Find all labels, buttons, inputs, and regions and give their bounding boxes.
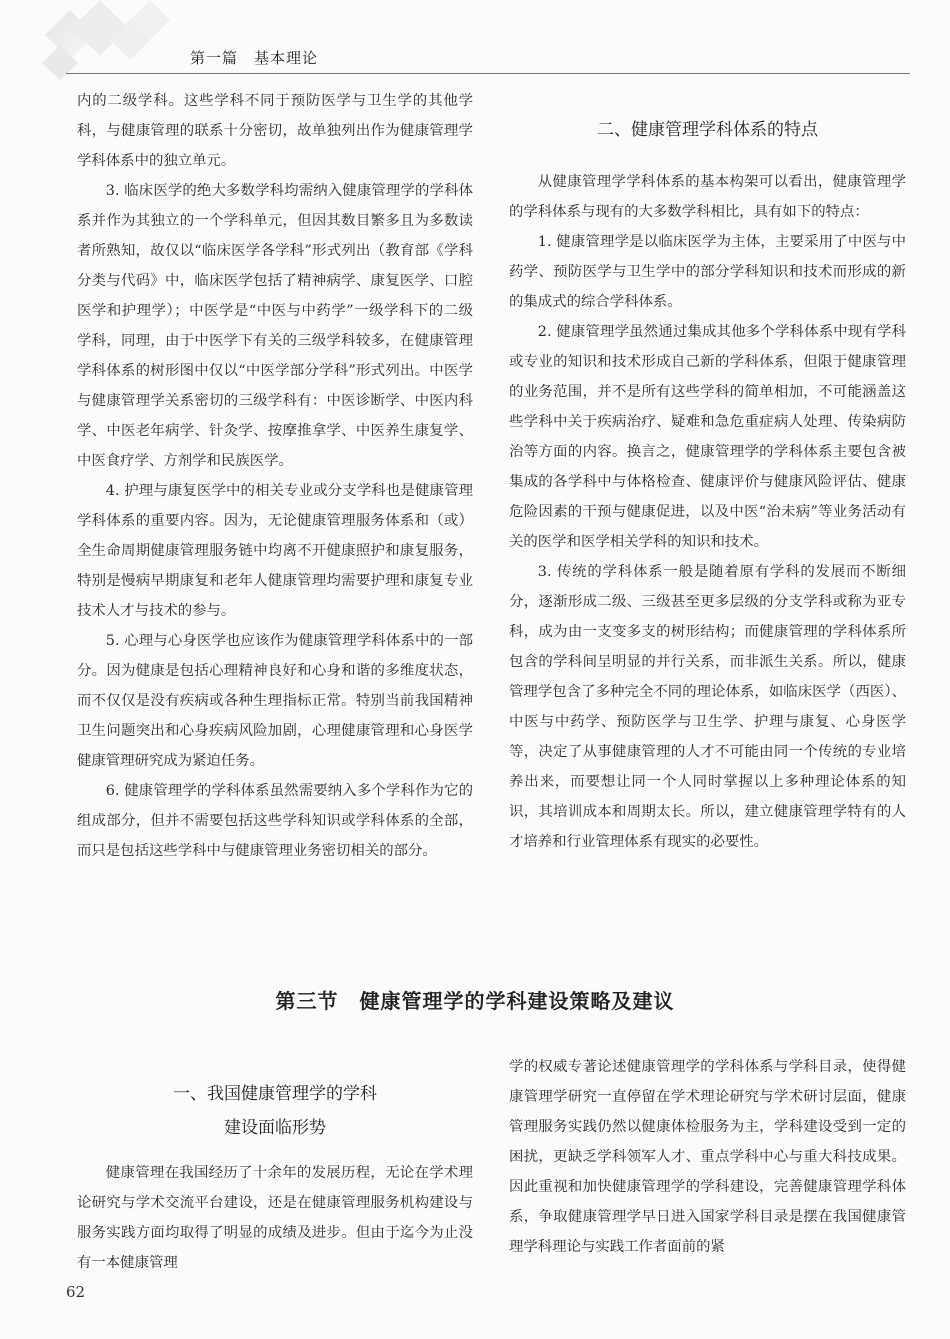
section-heading: 二、健康管理学科体系的特点 bbox=[597, 120, 818, 140]
page-number: 62 bbox=[66, 1283, 86, 1301]
paragraph: 从健康管理学学科体系的基本构架可以看出，健康管理学的学科体系与现有的大多数学科相比，具有如下的特点： bbox=[509, 174, 906, 220]
paragraph: 3. 临床医学的绝大多数学科均需纳入健康管理学的学科体系并作为其独立的一个学科单元，但因其数目繁多且为多数读者所熟知，故仅以“临床医学各学科”形式列出（教育部《学科分类与代码》中，临床医学包括了精神病学、康复医学、口腔医学和护理学）；中医学是“中医与中药学”一级学科下的二级学科，同理，由于中医学下有关的三级学科较多，在健康管理学科体系的树形图中仅以“中医学部分学科”形式列出。中医学与健康管理学关系密切的三级学科有：中医诊断学、中医内科学、中医老年病学、针灸学、按摩推拿学、中医养生康复学、中医食疗学、方剂学和民族医学。 bbox=[77, 183, 473, 469]
paragraph: 1. 健康管理学是以临床医学为主体，主要采用了中医与中药学、预防医学与卫生学中的部分学科知识和技术而形成的新的集成式的综合学科体系。 bbox=[509, 234, 906, 310]
paragraph: 学的权威专著论述健康管理学的学科体系与学科目录，使得健康管理学研究一直停留在学术理论研究与学术研讨层面，健康管理服务实践仍然以健康体检服务为主，学科建设受到一定的困扰，更缺乏学科领军人才、重点学科中心与重大科技成果。因此重视和加快健康管理学的学科建设，完善健康管理学科体系，争取健康管理学早日进入国家学科目录是摆在我国健康管理学科理论与实践工作者面前的紧 bbox=[509, 1059, 906, 1255]
left-column-bottom bbox=[77, 1158, 473, 1278]
paragraph: 3. 传统的学科体系一般是随着原有学科的发展而不断细分，逐渐形成二级、三级甚至更多层级的分支学科或称为亚专科，成为由一支变多支的树形结构；而健康管理的学科体系所包含的学科间呈明显的并行关系，而非派生关系。所以，健康管理学包含了多种完全不同的理论体系，如临床医学（西医）、中医与中药学、预防医学与卫生学、护理与康复、心身医学等，决定了从事健康管理的人才不可能由同一个传统的专业培养出来，而要想让同一个人同时掌握以上多种理论体系的知识，其培训成本和周期太长。所以，建立健康管理学特有的人才培养和行业管理体系有现实的必要性。 bbox=[509, 564, 906, 850]
paragraph: 6. 健康管理学的学科体系虽然需要纳入多个学科作为它的组成部分，但并不需要包括这些学科知识或学科体系的全部，而只是包括这些学科中与健康管理业务密切相关的部分。 bbox=[77, 783, 473, 859]
running-header: 第一篇 基本理论 bbox=[190, 49, 319, 67]
left-column-top bbox=[77, 86, 473, 866]
section-heading-line: 一、我国健康管理学的学科 bbox=[173, 1084, 377, 1104]
header-rule bbox=[66, 73, 910, 74]
paragraph: 5. 心理与心身医学也应该作为健康管理学科体系中的一部分。因为健康是包括心理精神良好和心身和谐的多维度状态，而不仅仅是没有疾病或各种生理指标正常。特别当前我国精神卫生问题突出和心身疾病风险加剧，心理健康管理和心身医学健康管理研究成为紧迫任务。 bbox=[77, 633, 473, 769]
corner-decoration bbox=[0, 0, 190, 80]
right-column-top bbox=[509, 167, 906, 857]
paragraph: 内的二级学科。这些学科不同于预防医学与卫生学的其他学科，与健康管理的联系十分密切，故单独列出作为健康管理学学科体系中的独立单元。 bbox=[77, 93, 473, 169]
paragraph: 4. 护理与康复医学中的相关专业或分支学科也是健康管理学科体系的重要内容。因为，无论健康管理服务体系和（或）全生命周期健康管理服务链中均离不开健康照护和康复服务，特别是慢病早期康复和老年人健康管理均需要护理和康复专业技术人才与技术的参与。 bbox=[77, 483, 473, 619]
section-heading-line: 建设面临形势 bbox=[224, 1118, 326, 1138]
chapter-title: 第三节 健康管理学的学科建设策略及建议 bbox=[275, 989, 675, 1013]
paragraph: 2. 健康管理学虽然通过集成其他多个学科体系中现有学科或专业的知识和技术形成自己新的学科体系，但限于健康管理的业务范围，并不是所有这些学科的简单相加，不可能涵盖这些学科中关于疾病治疗、疑难和急危重症病人处理、传染病防治等方面的内容。换言之，健康管理学的学科体系主要包含被集成的各学科中与体格检查、健康评价与健康风险评估、健康危险因素的干预与健康促进，以及中医“治未病”等业务活动有关的医学和医学相关学科的知识和技术。 bbox=[509, 324, 906, 550]
right-column-bottom bbox=[509, 1052, 906, 1262]
section-heading bbox=[77, 1077, 473, 1145]
paragraph: 健康管理在我国经历了十余年的发展历程，无论在学术理论研究与学术交流平台建设，还是在健康管理服务机构建设与服务实践方面均取得了明显的成绩及进步。但由于迄今为止没有一本健康管理 bbox=[77, 1165, 473, 1271]
